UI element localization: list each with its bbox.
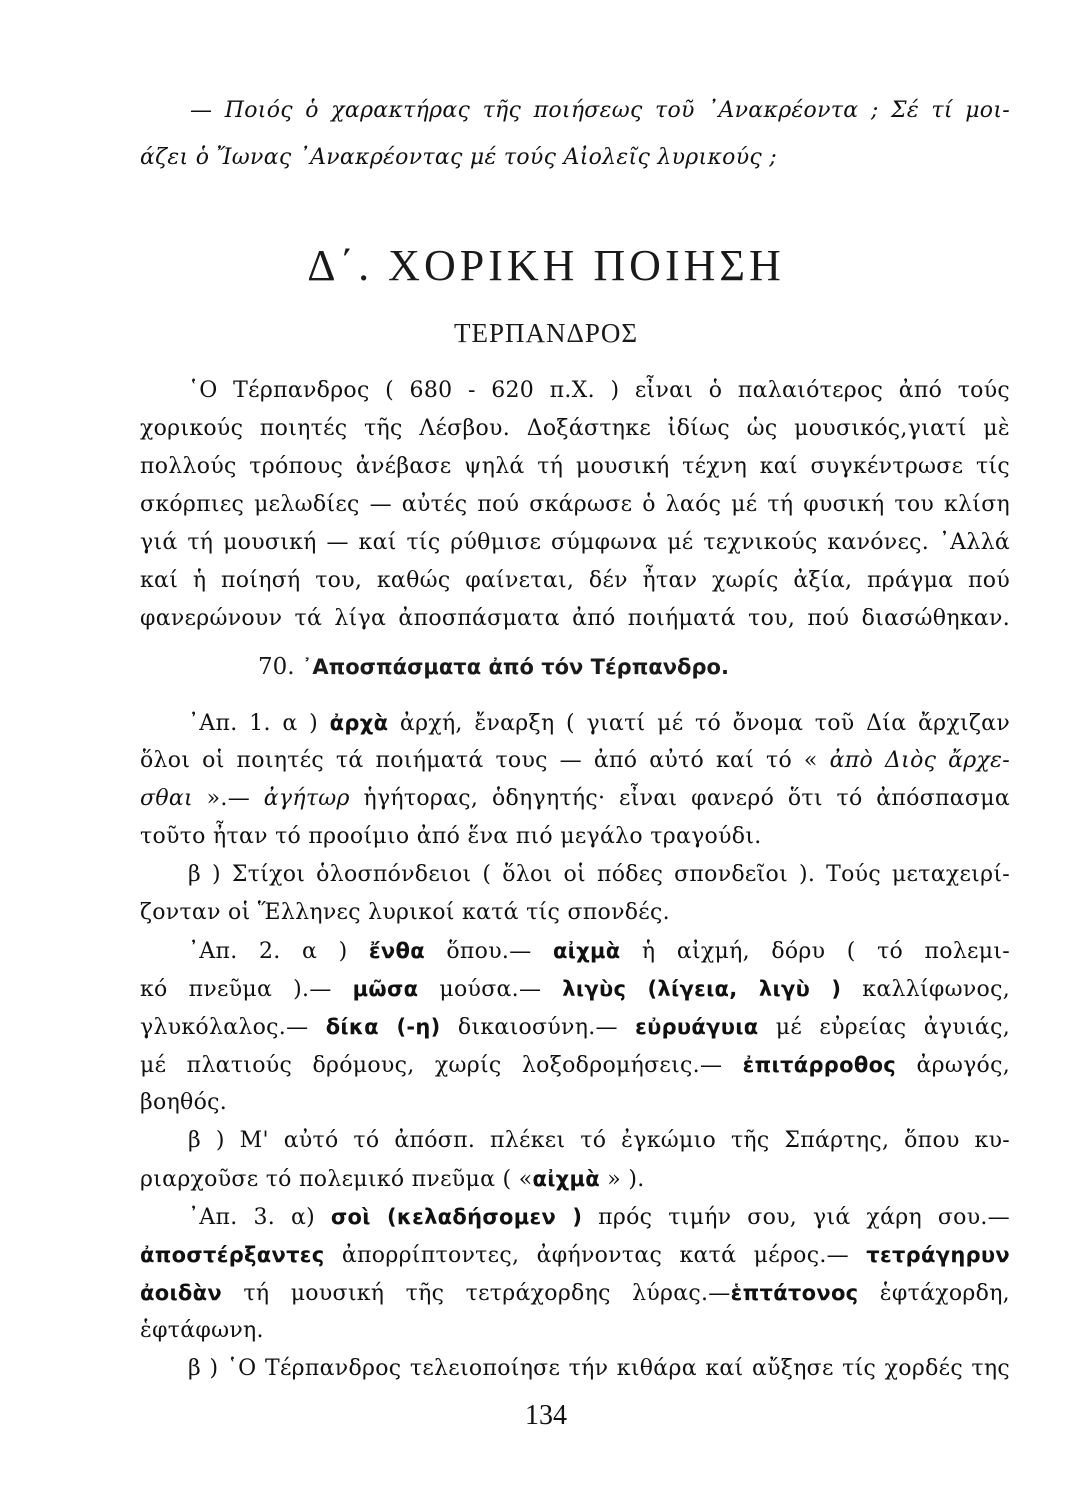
fragment-line: ἀποστέρξαντες ἀπορρίπτοντες, ἀφήνοντας κατά μέρος.— τετράγηρυν: [140, 1243, 1010, 1268]
page-number: 134: [525, 1400, 567, 1431]
fragment-line: ἑφτάφωνη.: [140, 1318, 264, 1343]
fragment-line: ᾿Απ. 1. α ) ἀρχὰ ἀρχή, ἔναρξη ( γιατί μέ τό ὄνομα τοῦ Δία ἄρχιζαν: [188, 711, 1011, 736]
fragment-line: ζονταν οἱ Ἕλληνες λυρικοί κατά τίς σπονδές.: [140, 900, 670, 925]
fragment-line: ἀοιδὰν τή μουσική τῆς τετράχορδης λύρας.—ἑπτάτονος ἑφτάχορδη,: [140, 1281, 1010, 1306]
intro-line: σκόρπιες μελωδίες — αὐτές πού σκάρωσε ὁ λαός μέ τή φυσική του κλίση: [140, 492, 1010, 517]
chapter-title: Δ΄. ΧΟΡΙΚΗ ΠΟΙΗΣΗ: [307, 241, 785, 290]
fragment-line: βοηθός.: [140, 1090, 228, 1115]
fragment-line: γλυκόλαλος.— δίκα (-η) δικαιοσύνη.— εὐρυάγυια μέ εὐρείας ἀγυιάς,: [140, 1015, 1010, 1040]
fragment-line: σθαι ».— ἀγήτωρ ἡγήτορας, ὁδηγητής· εἶναι φανερό ὅτι τό ἀπόσπασμα: [140, 786, 1010, 811]
intro-line: φανερώνουν τά λίγα ἀποσπάσματα ἀπό ποιήματά του, πού διασώθηκαν.: [140, 606, 1010, 631]
section-number: 70.: [258, 654, 295, 680]
fragment-line: β ) Μ' αὐτό τό ἀπόσπ. πλέκει τό ἐγκώμιο τῆς Σπάρτης, ὅπου κυ-: [188, 1128, 1010, 1153]
fragment-line: κό πνεῦμα ).— μῶσα μούσα.— λιγὺς (λίγεια, λιγὺ ) καλλίφωνος,: [140, 977, 1010, 1002]
question-line-1: — Ποιός ὁ χαρακτήρας τῆς ποιήσεως τοῦ ᾿Ανακρέοντα ; Σέ τί μοι-: [190, 98, 1010, 123]
question-line-2: άζει ὁ Ἴωνας ᾿Ανακρέοντας μέ τούς Αἰολεῖς λυρικούς ;: [140, 145, 778, 170]
section-heading: [258, 654, 858, 680]
fragment-line: ᾿Απ. 3. α) σοὶ (κελαδήσομεν ) πρός τιμήν σου, γιά χάρη σου.—: [188, 1205, 1010, 1230]
fragment-line: ᾿Απ. 2. α ) ἔνθα ὅπου.— αἰχμὰ ἡ αἰχμή, δόρυ ( τό πολεμι-: [188, 939, 1011, 964]
intro-line: ῾Ο Τέρπανδρος ( 680 - 620 π.Χ. ) εἶναι ὁ παλαιότερος ἀπό τούς: [188, 378, 1010, 403]
fragment-line: ριαρχοῦσε τό πολεμικό πνεῦμα ( «αἰχμὰ » ).: [140, 1167, 645, 1192]
fragment-line: ὅλοι οἱ ποιητές τά ποιήματά τους — ἀπό αὐτό καί τό « ἀπὸ Διὸς ἄρχε-: [140, 748, 1011, 773]
intro-line: καί ἡ ποίησή του, καθώς φαίνεται, δέν ἦταν χωρίς ἀξία, πράγμα πού: [140, 568, 1010, 593]
author-title: ΤΕΡΠΑΝΔΡΟΣ: [453, 318, 639, 348]
intro-line: πολλούς τρόπους ἀνέβασε ψηλά τή μουσική τέχνη καί συγκέντρωσε τίς: [140, 454, 1010, 479]
section-title: ᾿Αποσπάσματα ἀπό τόν Τέρπανδρο.: [301, 655, 729, 679]
intro-line: χορικούς ποιητές τῆς Λέσβου. Δοξάστηκε ἰδίως ὡς μουσικός,γιατί μὲ: [140, 416, 1010, 441]
fragment-line: β ) Στίχοι ὁλοσπόνδειοι ( ὅλοι οἱ πόδες σπονδεῖοι ). Τούς μεταχειρί-: [188, 862, 1010, 887]
fragment-line: μέ πλατιούς δρόμους, χωρίς λοξοδρομήσεις.— ἐπιτάρροθος ἀρωγός,: [140, 1053, 1010, 1078]
fragment-line: β ) ῾Ο Τέρπανδρος τελειοποίησε τήν κιθάρα καί αὔξησε τίς χορδές της: [188, 1356, 1010, 1381]
fragment-line: τοῦτο ἦταν τό προοίμιο ἀπό ἕνα πιό μεγάλο τραγούδι.: [140, 824, 762, 849]
intro-line: γιά τή μουσική — καί τίς ρύθμισε σύμφωνα μέ τεχνικούς κανόνες. ᾿Αλλά: [140, 530, 1010, 555]
